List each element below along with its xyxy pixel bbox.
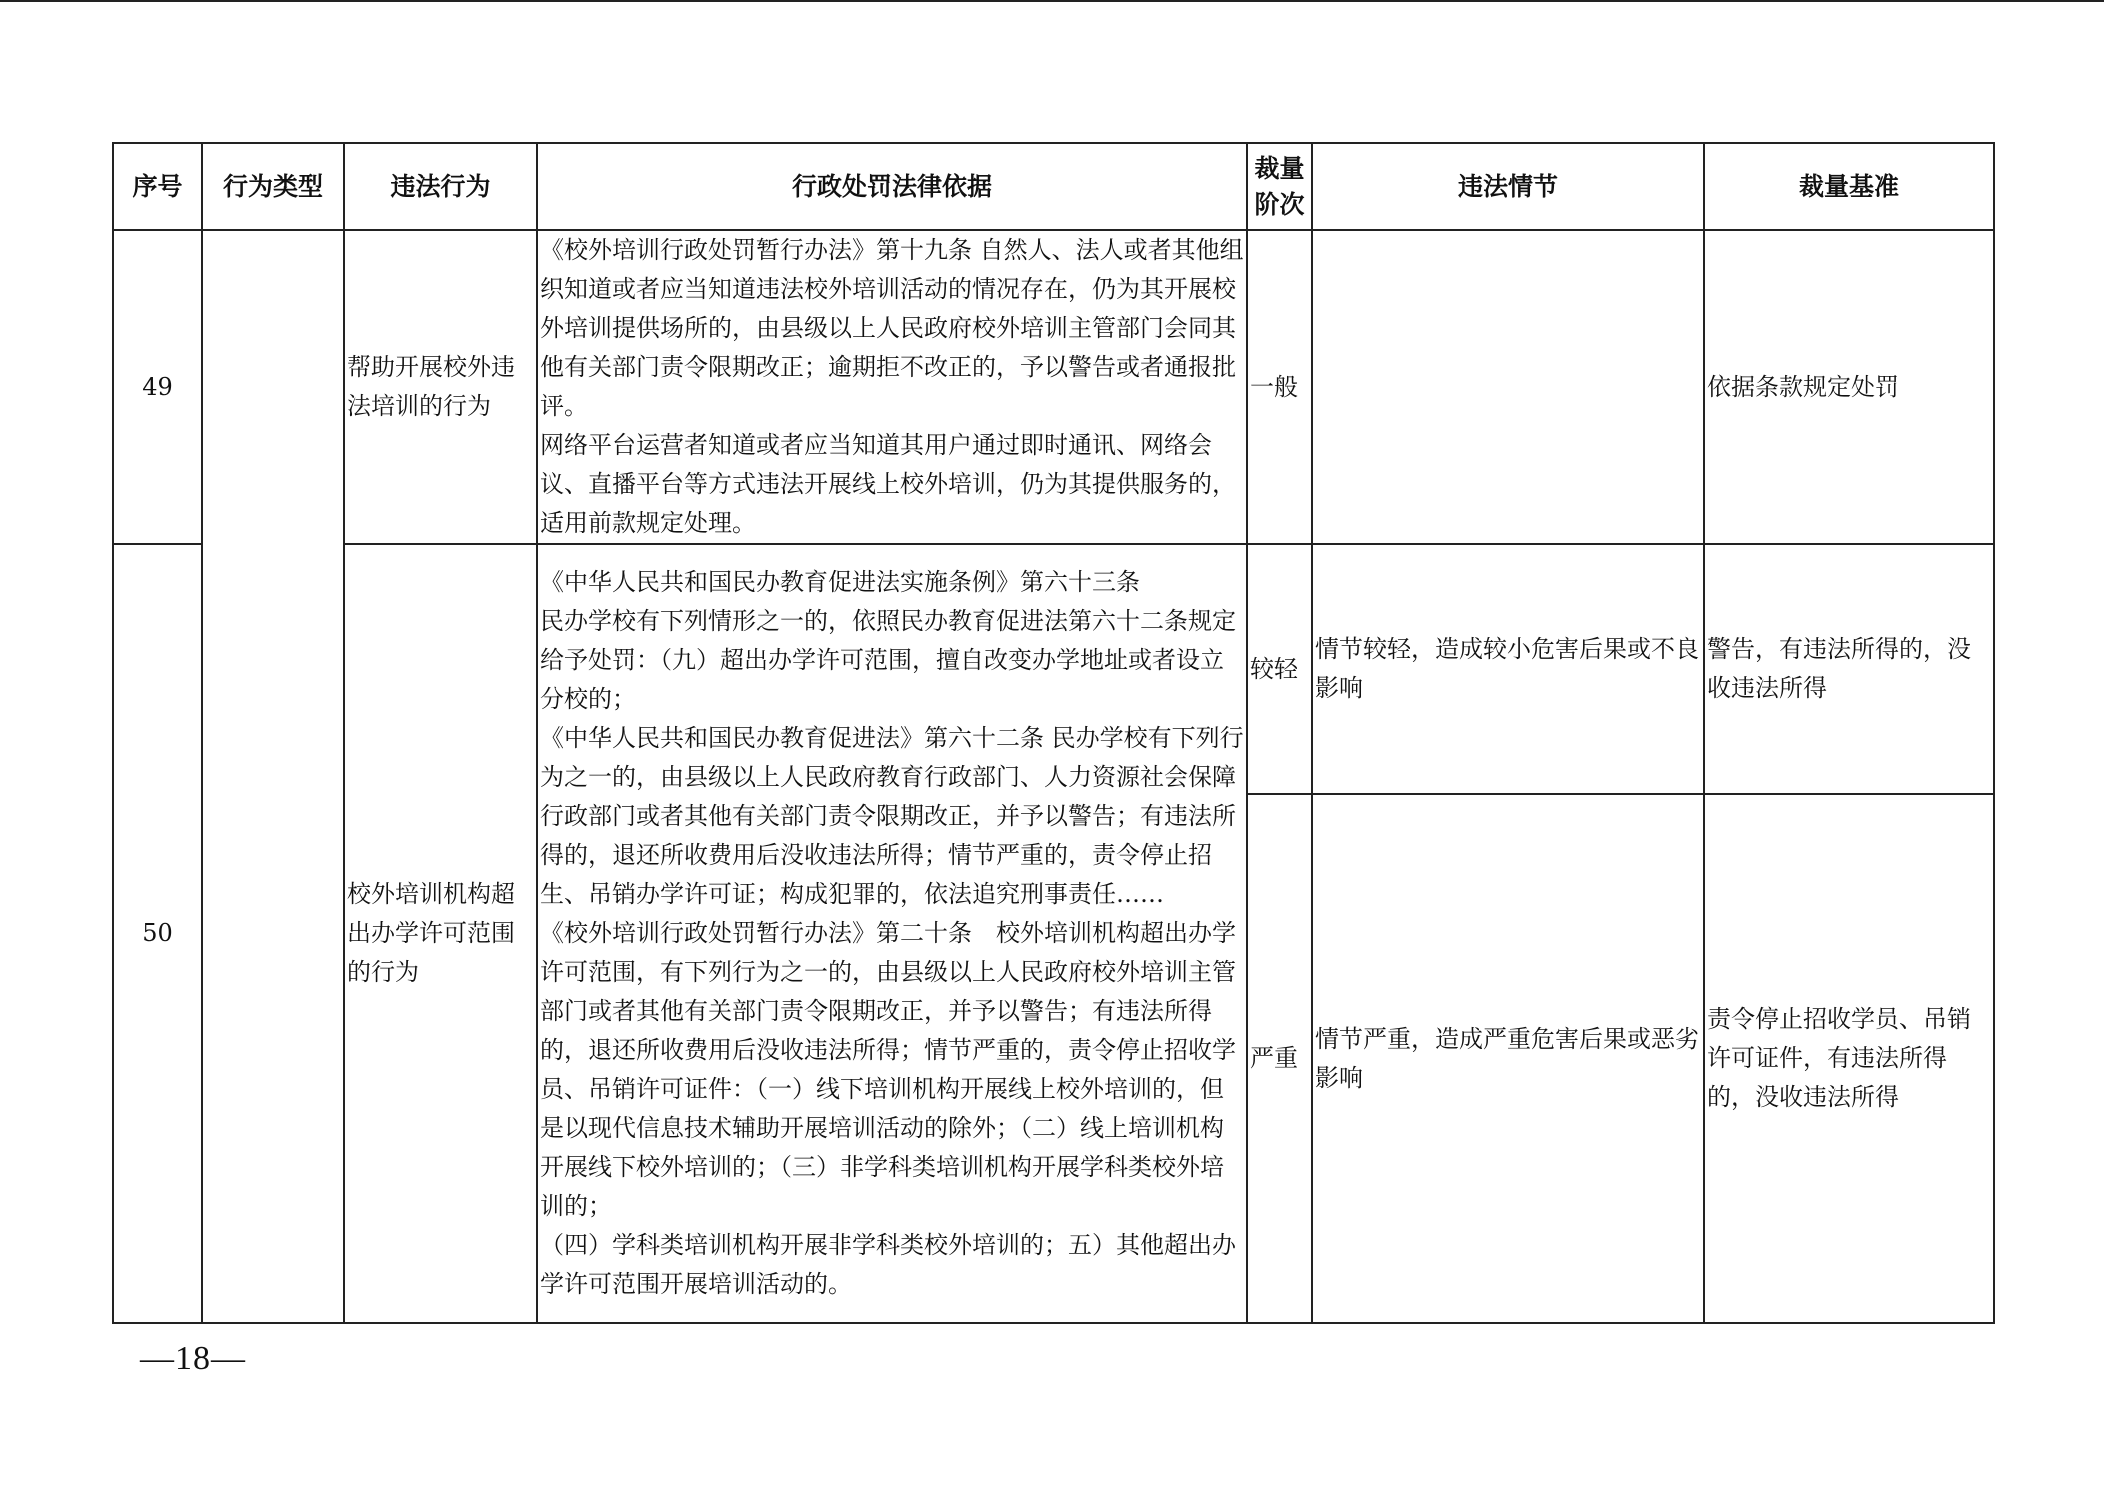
discretion-level-cell: 一般 bbox=[1247, 230, 1312, 544]
header-violation: 违法行为 bbox=[344, 143, 537, 230]
legal-basis-cell bbox=[537, 544, 1247, 1323]
legal-basis-paragraph: 《中华人民共和国民办教育促进法》第六十二条 民办学校有下列行为之一的，由县级以上人民政府教育行政部门、人力资源社会保障行政部门或者其他有关部门责令限期改正，并予以警告；有违法所得的，退还所收费用后没收违法所得；情节严重的，责令停止招生、吊销办学许可证；构成犯罪的，依法追究刑事责任…… bbox=[540, 724, 1244, 908]
header-discretion-level: 裁量阶次 bbox=[1247, 143, 1312, 230]
legal-basis-cell bbox=[537, 230, 1247, 544]
discretion-level-cell: 严重 bbox=[1247, 794, 1312, 1323]
page-number: —18— bbox=[140, 1340, 246, 1377]
table-row-49 bbox=[113, 230, 1994, 544]
discretion-standard-table bbox=[112, 142, 1995, 1324]
header-circumstance: 违法情节 bbox=[1312, 143, 1704, 230]
serial-no-cell: 49 bbox=[113, 230, 202, 544]
header-discretion-standard: 裁量基准 bbox=[1704, 143, 1994, 230]
circumstance-cell bbox=[1312, 230, 1704, 544]
legal-basis-paragraph: 《校外培训行政处罚暂行办法》第二十条 校外培训机构超出办学许可范围，有下列行为之一的，由县级以上人民政府校外培训主管部门或者其他有关部门责令限期改正，并予以警告；有违法所得的，退还所收费用后没收违法所得；情节严重的，责令停止招收学员、吊销许可证件：（一）线下培训机构开展线上校外培训的，但是以现代信息技术辅助开展培训活动的除外；（二）线上培训机构开展线下校外培训的；（三）非学科类培训机构开展学科类校外培训的； bbox=[540, 919, 1236, 1220]
discretion-standard-cell: 警告，有违法所得的，没收违法所得 bbox=[1704, 544, 1994, 794]
legal-basis-paragraph: 民办学校有下列情形之一的，依照民办教育促进法第六十二条规定给予处罚：（九）超出办学许可范围，擅自改变办学地址或者设立分校的； bbox=[540, 607, 1236, 713]
discretion-standard-cell: 依据条款规定处罚 bbox=[1704, 230, 1994, 544]
discretion-level-cell: 较轻 bbox=[1247, 544, 1312, 794]
legal-basis-paragraph: 《中华人民共和国民办教育促进法实施条例》第六十三条 bbox=[540, 568, 1140, 596]
circumstance-cell: 情节严重，造成严重危害后果或恶劣影响 bbox=[1312, 794, 1704, 1323]
legal-basis-paragraph: 《校外培训行政处罚暂行办法》第十九条 自然人、法人或者其他组织知道或者应当知道违法校外培训活动的情况存在，仍为其开展校外培训提供场所的，由县级以上人民政府校外培训主管部门会同其他有关部门责令限期改正；逾期拒不改正的，予以警告或者通报批评。 bbox=[540, 236, 1244, 420]
top-rule bbox=[0, 0, 2104, 2]
header-row bbox=[113, 143, 1994, 230]
violation-cell: 校外培训机构超出办学许可范围的行为 bbox=[344, 544, 537, 1323]
serial-no-cell: 50 bbox=[113, 544, 202, 1323]
legal-basis-paragraph: （四）学科类培训机构开展非学科类校外培训的；五）其他超出办学许可范围开展培训活动的。 bbox=[540, 1231, 1236, 1298]
circumstance-cell: 情节较轻，造成较小危害后果或不良影响 bbox=[1312, 544, 1704, 794]
table-row-50 bbox=[113, 544, 1994, 794]
header-behavior-type: 行为类型 bbox=[202, 143, 344, 230]
violation-cell: 帮助开展校外违法培训的行为 bbox=[344, 230, 537, 544]
header-legal-basis: 行政处罚法律依据 bbox=[537, 143, 1247, 230]
header-serial-no: 序号 bbox=[113, 143, 202, 230]
legal-basis-paragraph: 网络平台运营者知道或者应当知道其用户通过即时通讯、网络会议、直播平台等方式违法开展线上校外培训，仍为其提供服务的，适用前款规定处理。 bbox=[540, 431, 1236, 537]
behavior-type-cell bbox=[202, 230, 344, 1323]
discretion-standard-cell: 责令停止招收学员、吊销许可证件，有违法所得的，没收违法所得 bbox=[1704, 794, 1994, 1323]
